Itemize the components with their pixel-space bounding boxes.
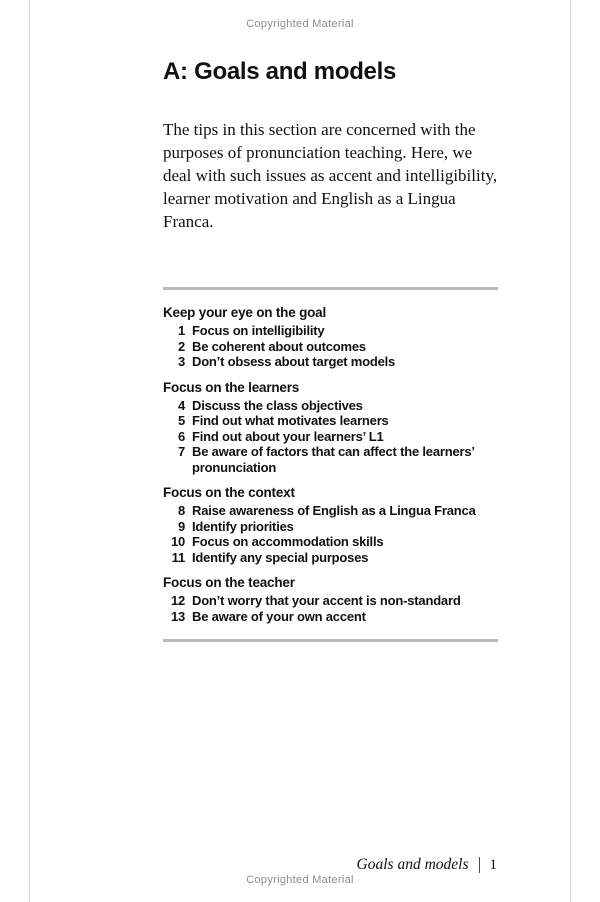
toc-item-text: Identify priorities [192,518,294,534]
toc-item-text: Be aware of your own accent [192,608,366,624]
toc-item-number: 10 [170,534,185,549]
footer-divider [479,857,480,873]
page-title: A: Goals and models [163,58,397,85]
toc-section-teacher [163,575,498,624]
toc-item [163,429,498,445]
toc-item [163,609,498,625]
copyright-notice-bottom: Copyrighted Material [246,874,354,886]
toc-section-heading: Keep your eye on the goal [163,305,327,320]
toc-item-text: Find out what motivates learners [192,413,389,428]
toc-section-learners [163,380,498,476]
divider-top [163,287,498,290]
contents-list [163,305,498,624]
toc-item [163,339,498,355]
footer-chapter-title: Goals and models [356,856,469,873]
toc-section-goal [163,305,498,370]
toc-item-text: Find out about your learners’ L1 [192,428,384,444]
toc-item-text: Be coherent about outcomes [192,338,366,354]
toc-item-text: Don’t worry that your accent is non-standard [192,593,461,608]
toc-item [163,398,498,414]
toc-item [163,550,498,566]
page-footer [357,856,497,874]
toc-item-text: Be aware of factors that can affect the learners’ pronunciation [192,444,475,475]
toc-section-heading: Focus on the teacher [163,575,295,590]
toc-item-number: 2 [177,338,185,354]
footer-page-number: 1 [489,856,497,873]
toc-item [163,593,498,609]
divider-bottom [163,639,498,642]
toc-item [163,444,498,475]
toc-item-number: 11 [171,549,185,565]
toc-item-text: Don’t obsess about target models [192,354,396,369]
toc-item-text: Raise awareness of English as a Lingua Franca [192,503,476,518]
toc-item-number: 1 [177,323,185,338]
toc-item-text: Identify any special purposes [192,549,369,565]
toc-item [163,519,498,535]
toc-item [163,503,498,519]
toc-item-number: 13 [170,608,185,624]
page-content [163,58,498,642]
toc-item [163,323,498,339]
copyright-notice-top: Copyrighted Material [246,18,354,30]
toc-item-number: 5 [177,413,185,428]
toc-item-number: 8 [177,503,185,518]
toc-section-context [163,485,498,565]
toc-item-text: Focus on accommodation skills [192,534,384,549]
toc-item-number: 3 [177,354,185,369]
toc-item-number: 12 [170,593,185,608]
toc-item-text: Focus on intelligibility [192,323,325,338]
toc-item-number: 7 [177,444,185,459]
toc-item-number: 9 [177,518,185,534]
toc-section-heading: Focus on the context [163,485,295,500]
toc-item [163,534,498,550]
toc-item [163,413,498,429]
toc-item-number: 4 [177,397,185,413]
toc-item [163,354,498,370]
toc-item-text: Discuss the class objectives [192,397,363,413]
intro-paragraph: The tips in this section are concerned with the purposes of pronunciation teaching. Here, we deal with such issues as accent and intelligibility, learner motivation and English as a Lingua Franca. [163,120,498,231]
toc-section-heading: Focus on the learners [163,379,300,395]
toc-item-number: 6 [177,428,185,444]
